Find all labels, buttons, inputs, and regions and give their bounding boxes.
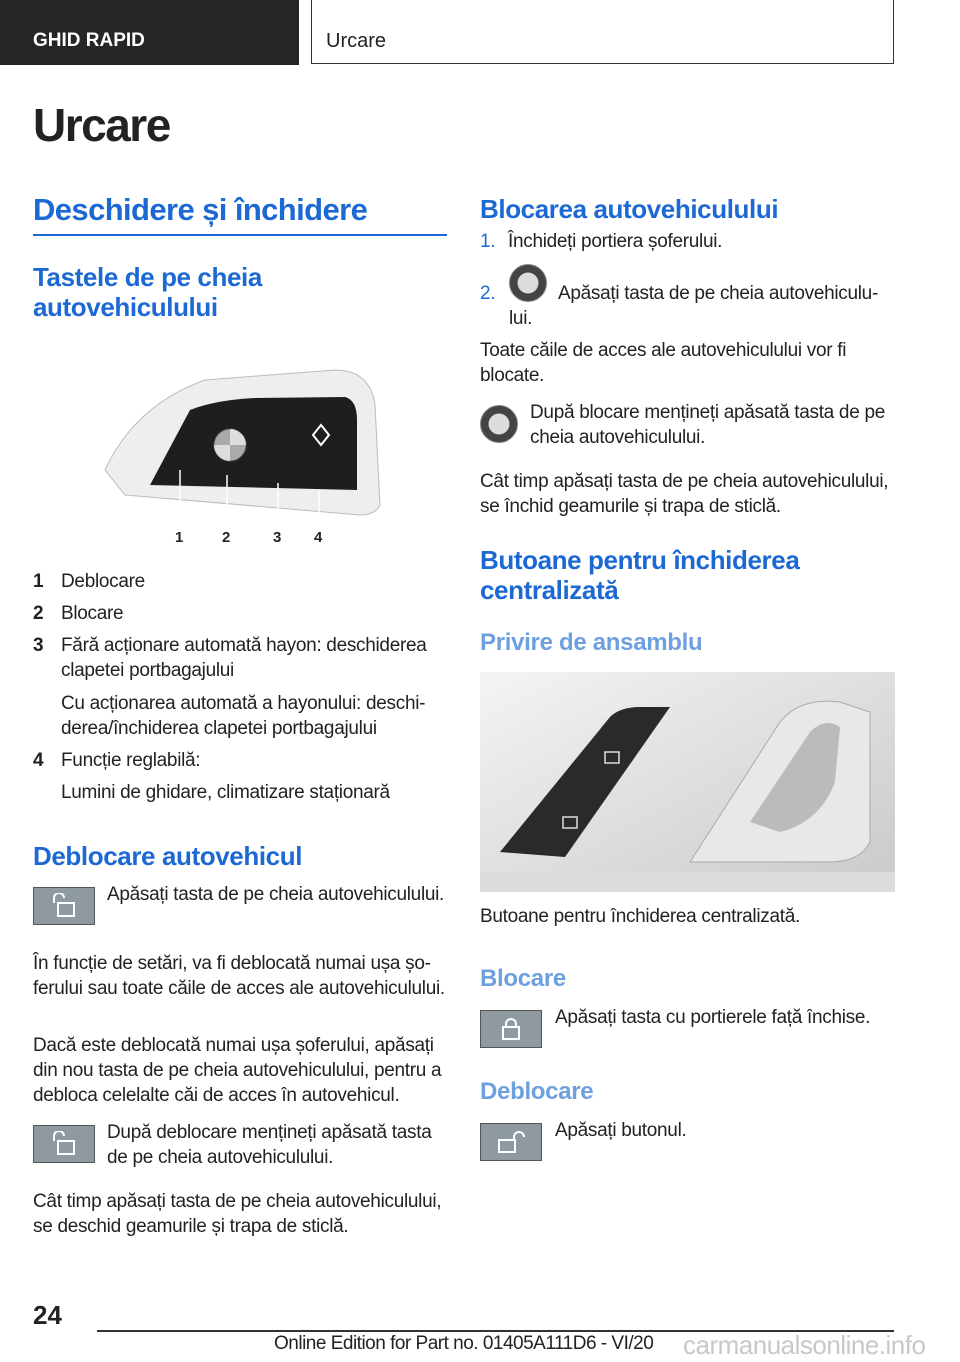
key-label-3: 3 [273,529,282,546]
legend-num: 3 [33,635,44,656]
step-text: Apăsați tasta de pe cheia autovehiculului. [509,283,879,329]
step-1 [480,229,722,254]
unlock-subheading: Deblocare [480,1078,594,1105]
key-label-4: 4 [314,529,323,546]
paragraph: În funcție de setări, va fi deblocată numai ușa șoferului sau toate căile de acces ale autovehiculului. [33,953,445,999]
unlock-icon [33,887,95,925]
lock-heading: Blocarea autovehiculului [480,194,779,224]
step-num-text: 2. [480,283,496,304]
page-title: Urcare [33,99,170,151]
keys-heading: Tastele de pe cheia autovehiculului [33,262,262,322]
legend-num: 1 [33,571,44,592]
key-legend [33,569,447,805]
paragraph: Toate căile de acces ale autovehiculului vor fi blocate. [480,340,847,386]
paragraph: Cât timp apăsați tasta de pe cheia autovehiculului, se închid geamurile și trapa de sticlă. [480,471,889,517]
header-section: GHID RAPID [33,30,145,51]
hold-note: După deblocare mențineți apăsată tasta de pe cheia autovehiculului. [107,1122,432,1168]
legend-subtext: Lumini de ghidare, climatizare staționară [61,782,390,803]
door-buttons-image [480,672,895,892]
key-label-2: 2 [222,529,231,546]
page-number: 24 [33,1300,62,1330]
key-fob-image [95,365,385,550]
header-title-box [311,0,894,64]
header-title: Urcare [326,30,387,52]
overview-heading: Privire de ansamblu [480,629,703,656]
legend-subtext: Cu acționarea automată a hayonului: deschiderea/închiderea clapetei portbagajului [61,693,426,739]
legend-text: Fără acționare automată hayon: deschiderea clapetei portbagajului [61,635,427,681]
lock-button-icon [480,1010,542,1048]
section-heading: Deschidere și închidere [33,192,368,227]
unlock-text: Apăsați butonul. [555,1120,687,1141]
edition-text: Online Edition for Part no. 01405A111D6 - VI/20 [274,1333,654,1354]
central-locking-heading: Butoane pentru închiderea centralizată [480,545,800,605]
watermark: carmanualsonline.info [683,1330,926,1360]
lock-text: Apăsați tasta cu portierele față închise. [555,1007,871,1028]
legend-text: Funcție reglabilă: [61,750,201,771]
image-caption: Butoane pentru închiderea centralizată. [480,906,800,927]
hold-note: După blocare mențineți apăsată tasta de pe cheia autovehiculului. [530,402,885,448]
header-section-tab [0,0,299,65]
unlock-heading: Deblocare autovehicul [33,841,303,871]
legend-text: Blocare [61,603,124,624]
legend-num: 4 [33,750,44,771]
step-text: Închideți portiera șoferului. [508,231,723,252]
unlock-button-icon [480,1123,542,1161]
paragraph: Cât timp apăsați tasta de pe cheia autovehiculului, se deschid geamurile și trapa de sticlă. [33,1191,442,1237]
divider [33,234,447,236]
legend-text: Deblocare [61,571,145,592]
step-num [480,281,495,306]
key-label-1: 1 [175,529,184,546]
unlock-icon [33,1125,95,1163]
lock-subheading: Blocare [480,965,566,992]
step-num: 1. [480,231,496,252]
legend-num: 2 [33,603,44,624]
paragraph: Dacă este deblocată numai ușa șoferului, apăsați din nou tasta de pe cheia autovehiculului, pentru a debloca celelalte căi de acces în autovehicul. [33,1035,442,1106]
unlock-step: Apăsați tasta de pe cheia autovehiculului. [107,884,445,905]
bmw-key-button-icon [480,405,518,443]
